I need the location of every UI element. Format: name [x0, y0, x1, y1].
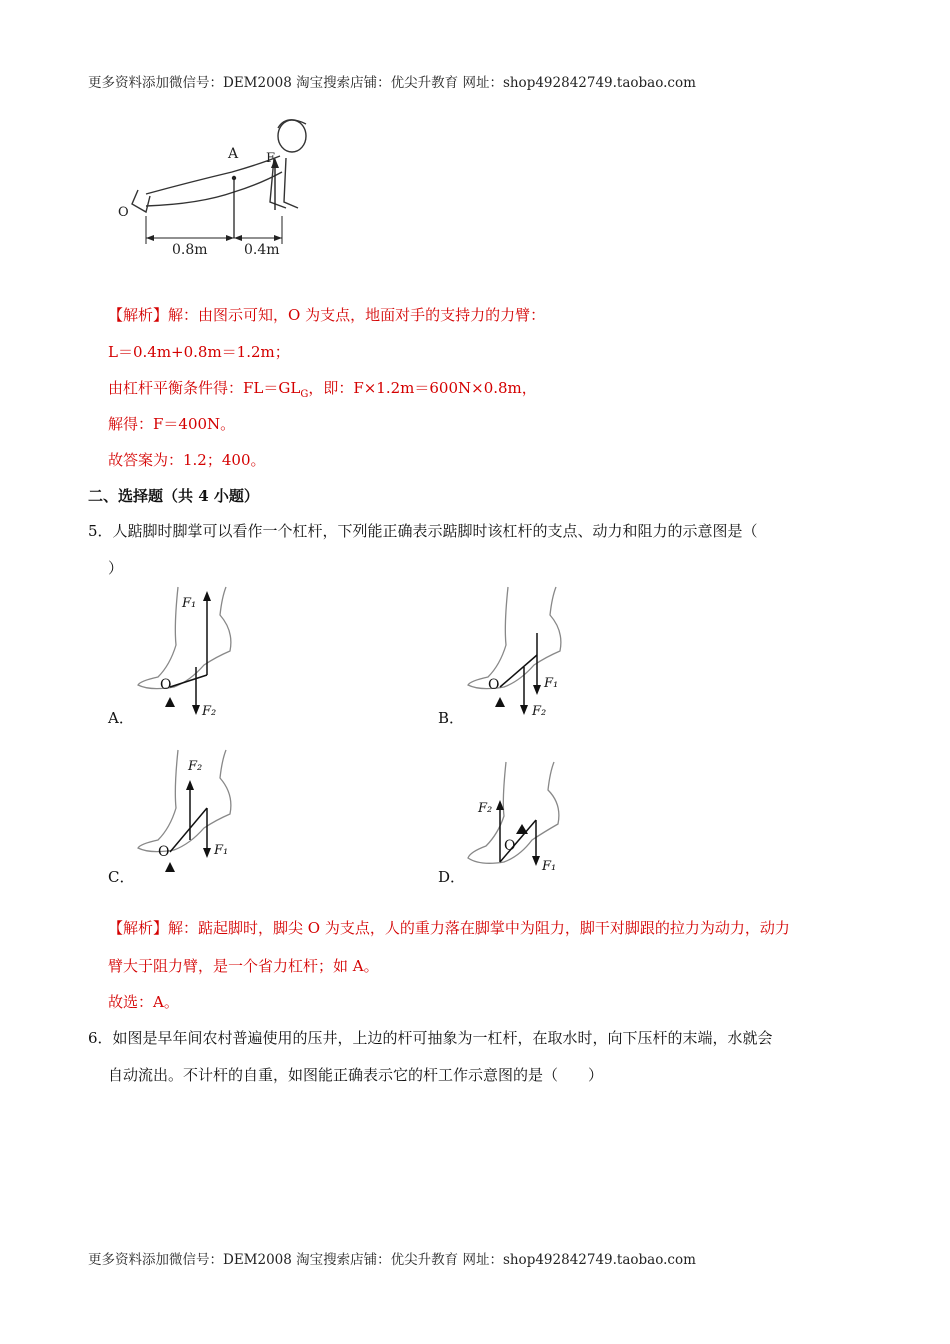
q5-text-line2: ） — [108, 559, 124, 577]
pushup-figure — [110, 112, 320, 262]
option-b-label[interactable]: B． — [438, 709, 465, 727]
option-a-figure[interactable] — [130, 585, 250, 725]
section2-title: 二、选择题（共 4 小题） — [88, 487, 259, 505]
label-f: F — [266, 151, 276, 166]
svg-text:F₂: F₂ — [478, 801, 493, 816]
svg-text:F₁: F₁ — [542, 859, 557, 874]
option-a-label[interactable]: A． — [108, 709, 134, 727]
option-c-label[interactable]: C． — [108, 868, 135, 886]
svg-text:O: O — [158, 844, 170, 860]
q5-number: 5． — [88, 522, 113, 540]
label-a: A — [228, 146, 239, 162]
option-d-label[interactable]: D． — [438, 868, 466, 886]
q6-text-line2: 自动流出。不计杆的自重，如图能正确表示它的杆工作示意图的是（ ） — [108, 1066, 604, 1084]
option-d-figure[interactable] — [460, 760, 580, 885]
dim-right: 0.4m — [244, 242, 280, 258]
analysis2-line2: 臂大于阻力臂，是一个省力杠杆；如 A。 — [108, 957, 379, 975]
analysis1-line1: 【解析】解：由图示可知，O 为支点，地面对手的支持力的力臂： — [108, 306, 546, 324]
analysis1-line5: 故答案为：1.2；400。 — [108, 451, 266, 469]
svg-text:F₂: F₂ — [188, 759, 203, 774]
q6-number: 6． — [88, 1029, 113, 1047]
svg-text:F₁: F₁ — [182, 596, 197, 611]
svg-text:F₂: F₂ — [532, 704, 547, 719]
svg-text:F₁: F₁ — [214, 843, 229, 858]
analysis1-tag: 【解析】 — [108, 306, 169, 324]
page-footer: 更多资料添加微信号：DEM2008 淘宝搜索店铺：优尖升教育 网址：shop492842749.taobao.com — [88, 1252, 696, 1268]
analysis2-line3: 故选：A。 — [108, 993, 179, 1011]
svg-text:O: O — [488, 677, 500, 693]
analysis1-line4: 解得：F＝400N。 — [108, 415, 236, 433]
svg-text:O: O — [160, 677, 172, 693]
analysis1-line3: 由杠杆平衡条件得：$FL=GL_G$，即：F×1.2m＝600N×0.8m， — [108, 379, 537, 400]
q6-text: 6．如图是早年间农村普遍使用的压井，上边的杆可抽象为一杠杆，在取水时，向下压杆的末端，水就会 — [88, 1029, 773, 1047]
analysis2-line1: 【解析】解：踮起脚时，脚尖 O 为支点，人的重力落在脚掌中为阻力，脚干对脚跟的拉力为动力，动力 — [108, 919, 790, 937]
label-o: O — [118, 205, 129, 220]
dim-left: 0.8m — [172, 242, 208, 258]
svg-text:O: O — [504, 838, 516, 854]
q5-text: 5．人踮脚时脚掌可以看作一个杠杆，下列能正确表示踮脚时该杠杆的支点、动力和阻力的示意图是（ — [88, 522, 758, 540]
option-b-figure[interactable] — [460, 585, 580, 725]
page-header: 更多资料添加微信号：DEM2008 淘宝搜索店铺：优尖升教育 网址：shop492842749.taobao.com — [88, 75, 696, 91]
svg-text:F₁: F₁ — [544, 676, 559, 691]
analysis2-tag: 【解析】 — [108, 919, 169, 937]
svg-text:F₂: F₂ — [202, 704, 217, 719]
analysis1-line2: L＝0.4m+0.8m＝1.2m； — [108, 343, 290, 361]
option-c-figure[interactable] — [130, 748, 250, 888]
